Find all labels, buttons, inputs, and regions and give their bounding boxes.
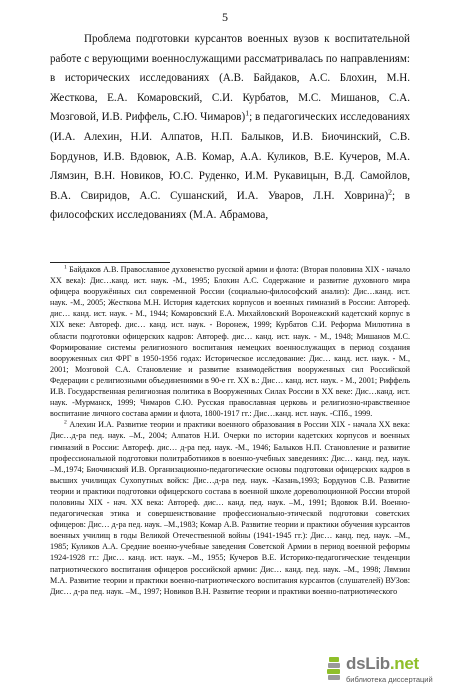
footnote-1 [50,264,410,419]
watermark-logo[interactable] [326,654,444,686]
main-text-part-3: ; в философских исследованиях (М.А. Абрамова, [50,189,410,222]
footnote-ref-1[interactable]: 1 [245,108,250,118]
main-text-part-1: Проблема подготовки курсантов военных вузов к воспитательной работе с верующими военнослужащими рассматривалась по направлениям: в исторических исследованиях (А.В. Байдаков, А.С. Блохин, М.Н. Жесткова, Е.А. Комаровский, С.И. Курбатов, М.С. Мишанов, С.А. Мозговой, И.В. Риффель, С.Ю. Чимаров) [50,33,410,124]
watermark-subtitle: библиотека диссертаций [346,675,433,684]
main-text-part-2: ; в педагогических исследованиях (И.А. Алехин, Н.И. Алпатов, Н.П. Балыков, И.В. Биочинский, С.В. Бордунов, И.В. Вдовюк, А.В. Комар, А.А. Куликов, В.Е. Кучеров, М.А. Лямзин, В.Н. Новиков, Ю.С. Руденко, И.М. Рукавицын, В.Д. Самойлов, В.А. Свиридов, А.С. Сушанский, И.А. Уваров, Л.Н. Ховрина) [50,111,410,202]
main-body [50,30,410,226]
footnote-2-mark: 2 [64,419,67,426]
watermark-brand-suffix: .net [389,654,419,673]
footnote-1-mark: 1 [64,264,67,271]
footnote-divider [50,262,170,263]
footnote-ref-2[interactable]: 2 [388,187,393,197]
footnote-2 [50,419,410,597]
footnote-1-text: Байдаков А.В. Православное духовенство русской армии и флота: (Вторая половина XIX - начало XX века): Дис…канд. ист. наук. -М., 1995; Блохин А.С. Содержание и развитие духовного мира офицера вооружённых сил современной России (социально-философский анализ): Дис…канд. ист. наук. -М., 2005; Жесткова М.Н. История кадетских корпусов и военных гимназий в России: Автореф. дис… канд. ист. наук. - М., 1944; Комаровский Е.А. Михайловский Воронежский кадетский корпус в XIX веке: Автореф. дис… канд. ист. наук. - Воронеж, 1999; Курбатов С.И. Реформа Милютина в области подготовки офицерских кадров: Автореф. дис… канд. ист. наук. - М., 1948; Мишанов М.С. Формирование системы религиозного воспитания немецких военнослужащих в период создания вооруженных сил ФРГ в 1950-1956 годах: Историческое исследование: Дис… канд. ист. наук. - М., 2001; Мозговой С.А. Становление и развитие взаимодействия вооруженных сил Российской Федерации с религиозными объединениями в 90-е гг. XX в.: Дис… канд. ист. наук. - М., 2001; Риффель И.В. Государственная религиозная политика в Вооруженных Силах России в XX веке: Дис…канд. ист. наук. -Мурманск, 1999; Чимаров С.Ю. Русская православная церковь и религиозно-нравственное воспитание личного состава армии и флота, 1800-1917 гг.: Дис…канд. ист. наук. -СПб., 1999. [50,265,411,419]
watermark-brand [346,654,419,674]
footnotes [50,264,410,597]
watermark-brand-name: dsLib [346,654,390,673]
footnote-2-text: Алехин И.А. Развитие теории и практики военного образования в России XIX - начала XX века: Дис…д-ра пед. наук. –М., 2004; Алпатов Н.И. Очерки по истории кадетских корпусов и военных гимназий в России: Автореф. дис… д-ра пед. наук. -М., 1946; Балыков Н.П. Становление и развитие профессиональной подготовки политработников в военно-учебных заведениях: Дис… канд. пед. наук. –М.,1974; Биочинский И.В. Организационно-педагогические основы подготовки офицерских кадров в высших училищах Сухопутных войск: Дис…д-ра пед. наук. -Казань,1993; Бордунов С.В. Развитие теории и практики подготовки офицерского состава в военной школе дореволюционной России второй половины XIX - нач. XX века: Автореф. дис… канд. пед. наук. –М., 1991; Вдовюк В.И. Военно-педагогическая этика и совершенствование профессионально-этической подготовки советских офицеров: Дис… д-ра пед. наук. –М.,1983; Комар А.В. Развитие теории и практики обучения курсантов военных училищ в годы Великой Отечественной войны (1941-1945 гг.): Дис… канд. пед. наук. –М., 1985; Куликов А.А. Средние военно-учебные заведения Советской Армии в период военной реформы 1924-1928 гг.: Дис… канд. ист. наук. –М., 1955; Кучеров В.Е. Историко-педагогические тенденции патриотического воспитания офицеров российской армии: Дис… канд. пед. наук. –М., 1998; Лямзин М.А. Развитие теории и практики военно-патриотического воспитания курсантов (слушателей) ВУЗов: Дис… д-ра пед. наук. –М., 1997; Новиков В.Н. Развитие теории и практики военно-патриотического [50,420,410,596]
book-stack-icon [326,656,342,682]
main-paragraph [50,30,410,226]
page-number: 5 [222,10,228,24]
